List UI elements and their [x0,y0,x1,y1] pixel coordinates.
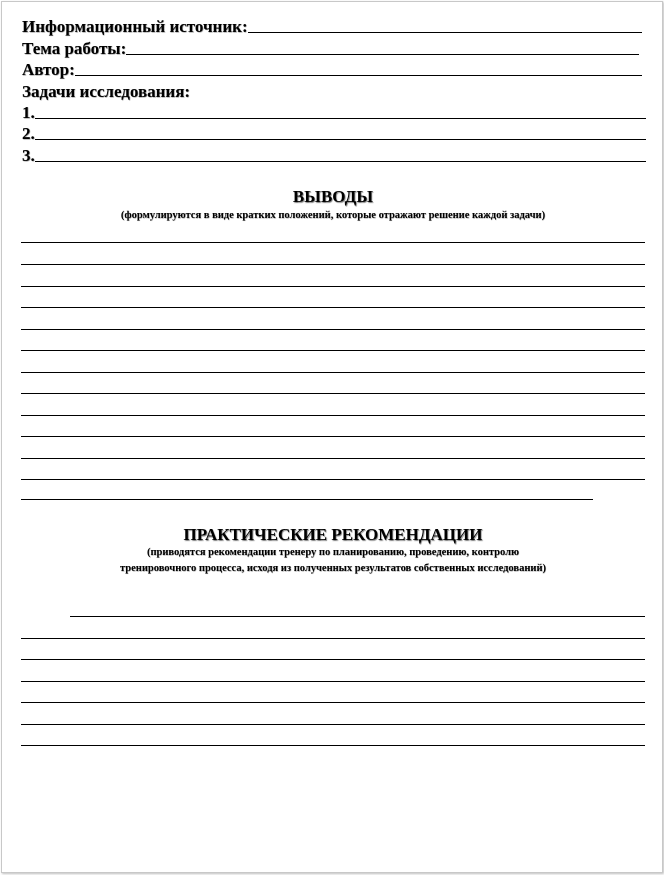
conclusions-rule[interactable] [21,458,645,459]
source-line[interactable] [248,32,642,33]
recommendations-subtitle-line2: тренировочного процесса, исходя из полученных результатов собственных исследований) [120,563,546,574]
recommendations-rule[interactable] [70,616,645,617]
conclusions-rule[interactable] [21,307,645,308]
conclusions-rule[interactable] [21,393,645,394]
conclusions-rule[interactable] [21,499,593,500]
task-2-line[interactable] [35,139,646,140]
recommendations-rule[interactable] [21,659,645,660]
source-field [22,15,642,35]
tasks-heading [22,80,642,100]
topic-line[interactable] [126,54,639,55]
document-page [1,1,663,873]
conclusions-rule[interactable] [21,372,645,373]
conclusions-rule[interactable] [21,242,645,243]
task-3-field [22,144,646,164]
conclusions-rule[interactable] [21,350,645,351]
recommendations-rule[interactable] [21,724,645,725]
source-label: Информационный источник: [22,17,248,36]
conclusions-rule[interactable] [21,415,645,416]
conclusions-rule[interactable] [21,436,645,437]
task-3-line[interactable] [35,161,646,162]
recommendations-rule[interactable] [21,702,645,703]
task-2-field [22,122,646,142]
task-3-number: 3. [22,146,35,165]
conclusions-rule[interactable] [21,479,645,480]
task-1-line[interactable] [35,118,646,119]
recommendations-rule[interactable] [21,681,645,682]
recommendations-rule[interactable] [21,638,645,639]
author-field [22,58,642,78]
recommendations-title: ПРАКТИЧЕСКИЕ РЕКОМЕНДАЦИИ [183,525,483,544]
conclusions-rule[interactable] [21,329,645,330]
conclusions-rule[interactable] [21,264,645,265]
author-label: Автор: [22,60,75,79]
recommendations-rule[interactable] [21,745,645,746]
task-1-field [22,101,646,121]
conclusions-title: ВЫВОДЫ [292,187,374,206]
conclusions-subtitle: (формулируются в виде кратких положений, которые отражают решение каждой задачи) [120,210,546,221]
task-2-number: 2. [22,124,35,143]
author-line[interactable] [75,75,642,76]
recommendations-subtitle-line1: (приводятся рекомендации тренеру по планированию, проведению, контролю [146,547,520,558]
conclusions-rule[interactable] [21,286,645,287]
topic-label: Тема работы: [22,39,127,58]
tasks-label: Задачи исследования: [22,82,191,101]
task-1-number: 1. [22,103,35,122]
topic-field [22,37,639,57]
